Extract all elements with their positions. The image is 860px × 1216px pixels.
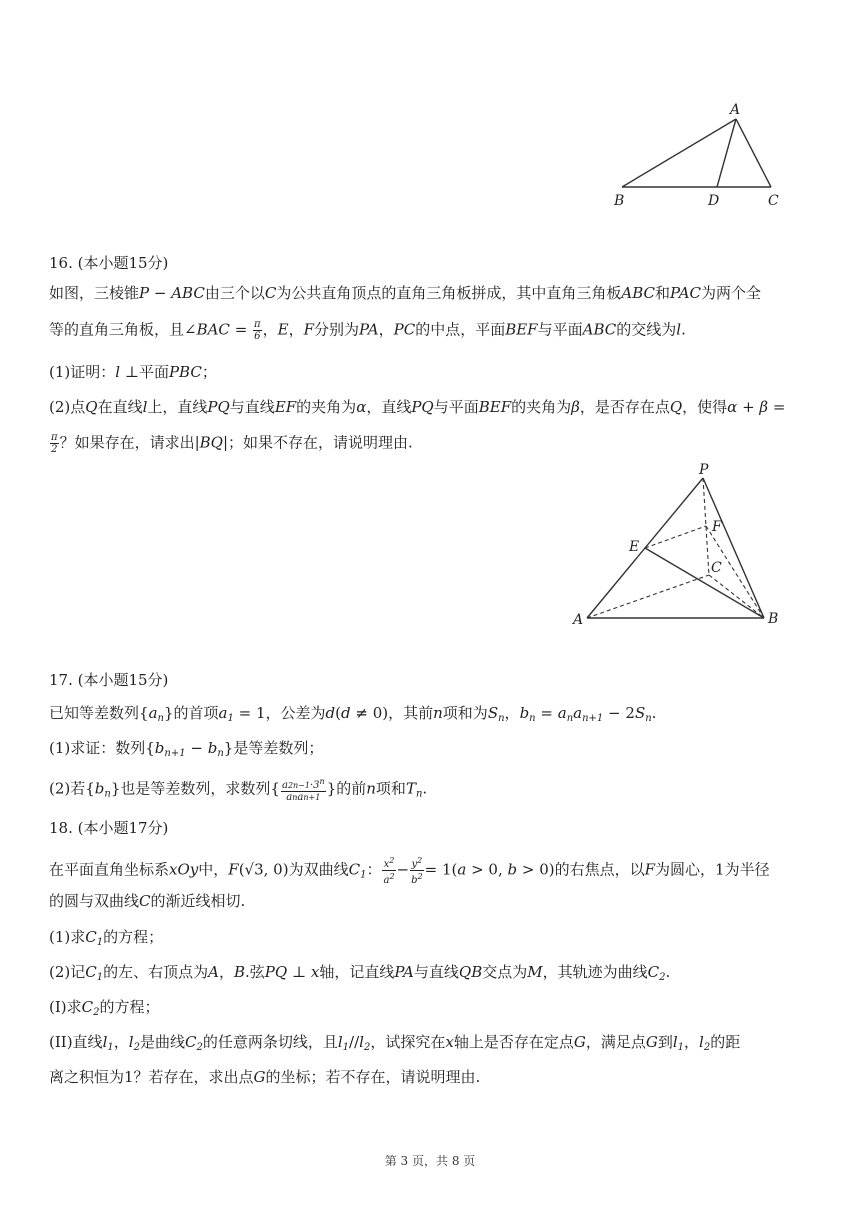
triangle-figure-abc — [600, 95, 800, 215]
q18-part2: (2)记$C_1$的左、右顶点为A，B.弦PQ ⊥ x轴，记直线PA与直线QB交点为M，其轨迹为曲线$C_2$. — [49, 963, 671, 983]
q16-part2-line1: (2)点Q在直线l上，直线PQ与直线EF的夹角为α，直线PQ与平面BEF的夹角为β，是否存在点Q，使得α + β = — [49, 398, 786, 416]
q18-stem-line2: 的圆与双曲线C的渐近线相切. — [49, 892, 246, 910]
q18-sub1: (I)求$C_2$的方程； — [49, 998, 160, 1018]
q16-stem-line1: 如图，三棱锥P − ABC由三个以C为公共直角顶点的直角三角板拼成，其中直角三角板ABC和PAC为两个全 — [49, 284, 762, 302]
label-b: B — [768, 611, 779, 627]
label-f: F — [712, 519, 722, 535]
page-footer: 第 3 页，共 8 页 — [384, 1154, 476, 1168]
label-d: D — [708, 193, 720, 209]
label-b: B — [614, 193, 625, 209]
q16-stem-line2: 等的直角三角板，且∠BAC = $\frac{\pi}{6}$ ，E，F分别为PA，PC的中点，平面BEF与平面ABC的交线为l. — [49, 319, 686, 342]
q18-stem-line1: 在平面直角坐标系xOy中，F(√3, 0)为双曲线$C_1$： $\frac{x^2}{a^2}$ − $\frac{y^2}{b^2}$ = 1(a > 0, b > 0)的右焦点，以F为圆心，1为半径 — [49, 856, 770, 886]
q17-part1: (1)求证：数列$\{b_{n+1} - b_n\}$是等差数列； — [49, 739, 324, 759]
label-a: A — [730, 102, 741, 118]
label-p: P — [699, 462, 709, 478]
tetrahedron-figure-pabc — [565, 460, 795, 635]
q17-part2: (2)若$\{b_n\}$也是等差数列，求数列{ $\frac{a2n-1\cdot 3^n}{\text{anan+1}}$ }的前n项和$T_n$. — [49, 777, 428, 803]
q18-sub2: (II)直线$l_1$，$l_2$是曲线$C_2$的任意两条切线，且$l_1//l_2$，试探究在x轴上是否存在定点G，满足点G到$l_1$，$l_2$的距 — [49, 1033, 741, 1053]
q16-part1: (1)证明：l ⊥平面PBC； — [49, 363, 217, 381]
q18-sub3: 离之积恒为1？若存在，求出点G的坐标；若不存在，请说明理由. — [49, 1068, 481, 1086]
q17-stem: 已知等差数列$\{a_n\}$的首项$a_1 = 1$，公差为d(d ≠ 0)，其前n项和为$S_n$，$b_n = a_na_{n+1} - 2S_n$. — [49, 704, 657, 724]
label-e: E — [629, 539, 640, 555]
q18-part1: (1)求$C_1$的方程； — [49, 928, 164, 948]
q17-header: 17. (本小题15分) — [49, 671, 169, 689]
label-a: A — [573, 612, 584, 628]
q18-header: 18. (本小题17分) — [49, 819, 169, 837]
q16-part2-line2: $\frac{\pi}{2}$ ？如果存在，请求出|BQ|；如果不存在，请说明理由. — [51, 432, 413, 455]
q16-header: 16. (本小题15分) — [49, 254, 169, 272]
label-c: C — [768, 193, 779, 209]
label-c: C — [711, 560, 722, 576]
